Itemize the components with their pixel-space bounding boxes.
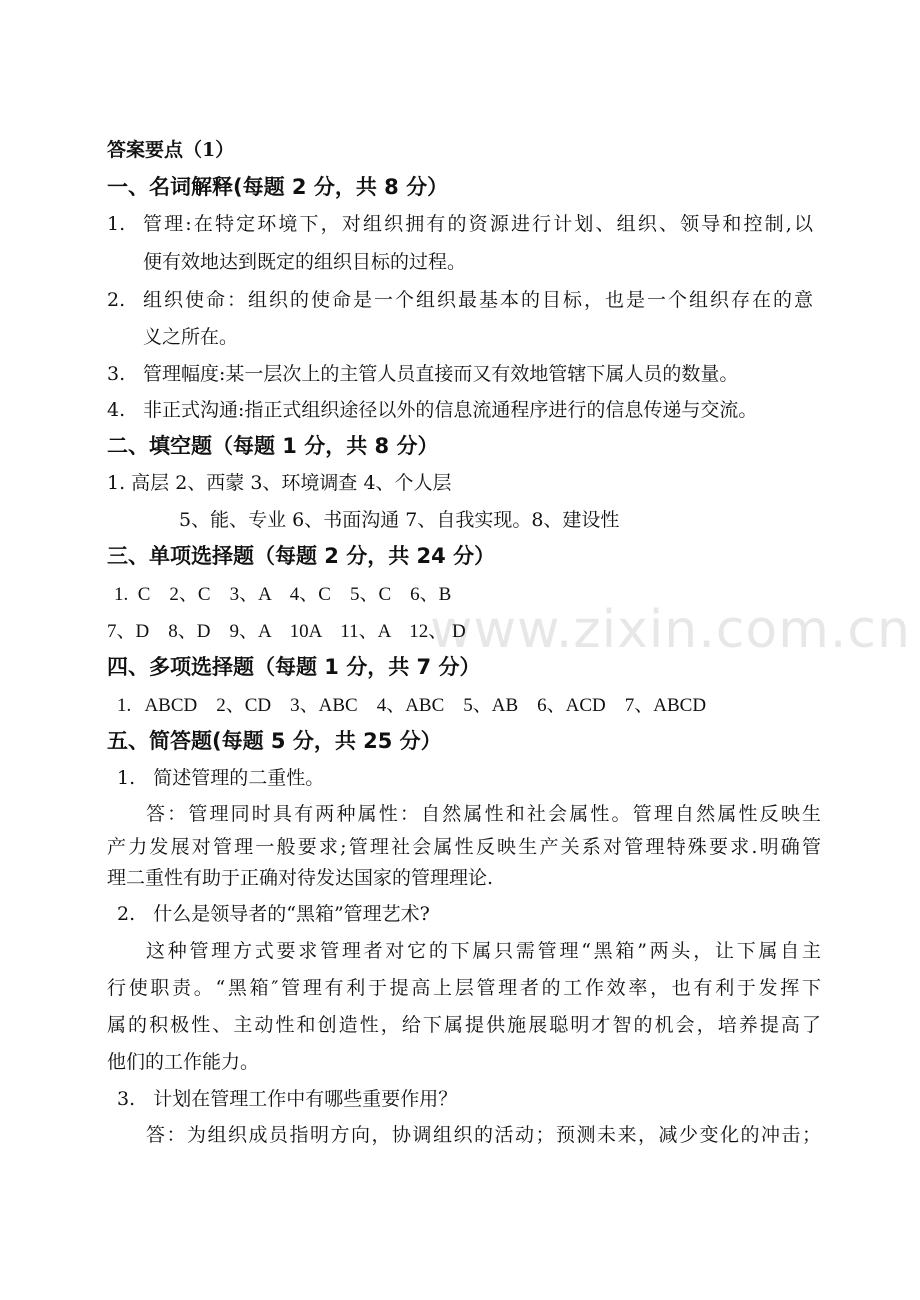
s5-answer-2-line2: 行使职责。“黑箱″管理有利于提高上层管理者的工作效率，也有利于发挥下 [107, 977, 821, 999]
s5-question-3: 3. 计划在管理工作中有哪些重要作用？ [117, 1088, 458, 1110]
s5-answer-3-line1: 答：为组织成员指明方向，协调组织的活动；预测未来，减少变化的冲击； [146, 1124, 821, 1146]
s2-answer-line1: 1. 高层 2、西蒙 3、环境调查 4、个人层 [107, 472, 452, 494]
document-title: 答案要点（1） [107, 139, 235, 161]
s5-answer-1-line2: 产力发展对管理一般要求;管理社会属性反映生产关系对管理特殊要求.明确管 [107, 836, 821, 858]
s5-answer-2-line1: 这种管理方式要求管理者对它的下属只需管理“黑箱”两头，让下属自主 [146, 940, 821, 962]
s1-q1-number: 1. [107, 213, 126, 235]
s1-q1-line2: 便有效地达到既定的组织目标的过程。 [143, 251, 467, 273]
section-4-heading: 四、多项选择题（每题 1 分，共 7 分） [107, 655, 481, 679]
s1-q4-number: 4. [107, 399, 126, 421]
section-2-heading: 二、填空题（每题 1 分，共 8 分） [107, 434, 439, 458]
s5-answer-1-line1: 答：管理同时具有两种属性：自然属性和社会属性。管理自然属性反映生 [146, 803, 821, 825]
s5-question-1: 1. 简述管理的二重性。 [117, 767, 325, 789]
s1-q3-number: 3. [107, 363, 126, 385]
s5-question-2: 2. 什么是领导者的“黑箱”管理艺术? [117, 903, 430, 925]
s5-answer-2-line3: 属的积极性、主动性和创造性，给下属提供施展聪明才智的机会，培养提高了 [107, 1014, 821, 1036]
s1-q1-line1: 管理:在特定环境下，对组织拥有的资源进行计划、组织、领导和控制,以 [143, 213, 813, 235]
section-5-heading: 五、简答题(每题 5 分，共 25 分） [107, 729, 442, 753]
s5-answer-1-line3: 理二重性有助于正确对待发达国家的管理理论. [107, 867, 494, 889]
s1-q3-line1: 管理幅度:某一层次上的主管人员直接而又有效地管辖下属人员的数量。 [143, 363, 739, 385]
s1-q4-line1: 非正式沟通:指正式组织途径以外的信息流通程序进行的信息传递与交流。 [143, 399, 758, 421]
s5-answer-2-line4: 他们的工作能力。 [107, 1051, 260, 1073]
section-3-heading: 三、单项选择题（每题 2 分，共 24 分） [107, 544, 496, 568]
section-1-heading: 一、名词解释(每题 2 分，共 8 分） [107, 175, 449, 199]
s4-answer-line1: 1. ABCD 2、CD 3、ABC 4、ABC 5、AB 6、ACD 7、ABCD [117, 695, 707, 716]
s3-answer-line2: 7、D 8、D 9、A 10A 11、A 12、 D [107, 621, 466, 642]
s3-answer-line1: 1. C 2、C 3、A 4、C 5、C 6、B [114, 584, 452, 605]
s1-q2-number: 2. [107, 289, 126, 311]
s2-answer-line2: 5、能、专业 6、书面沟通 7、自我实现。8、建设性 [179, 509, 620, 531]
watermark: www.zixin.com.cn [430, 600, 911, 660]
s1-q2-line2: 义之所在。 [143, 326, 239, 348]
s1-q2-line1: 组织使命：组织的使命是一个组织最基本的目标，也是一个组织存在的意 [143, 289, 813, 311]
